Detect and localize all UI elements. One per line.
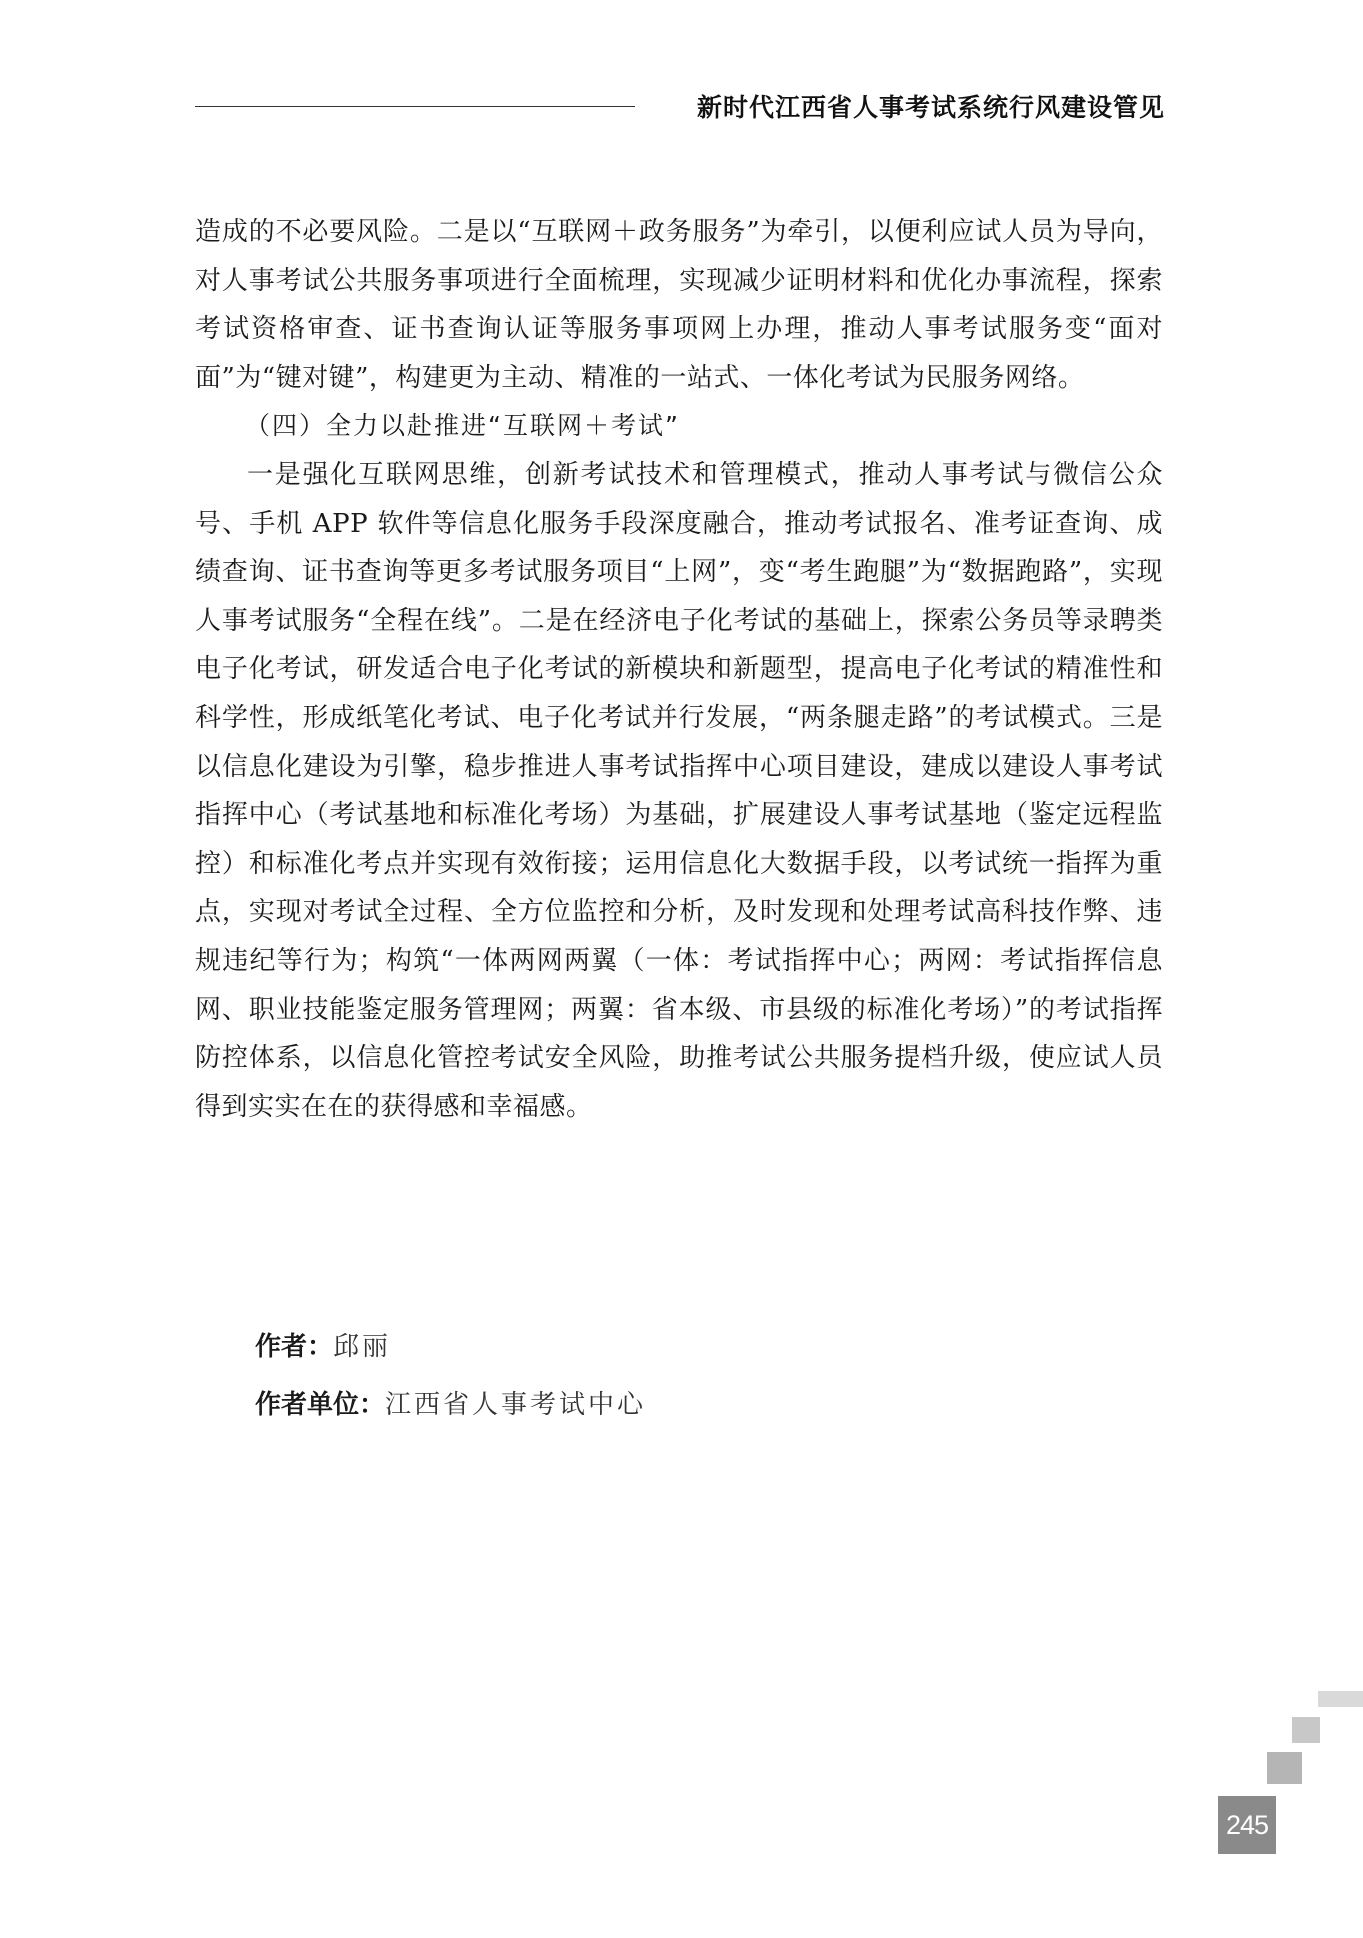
- deco-square-top: [1318, 1691, 1363, 1707]
- deco-square-mid: [1292, 1717, 1320, 1743]
- author-unit-label: 作者单位：: [255, 1390, 386, 1420]
- paragraph-section: 一是强化互联网思维，创新考试技术和管理模式，推动人事考试与微信公众号、手机 APP 软件等信息化服务手段深度融合，推动考试报名、准考证查询、成绩查询、证书查询等更多考试服务项目“上网”，变“考生跑腿”为“数据跑路”，实现人事考试服务“全程在线”。二是在经济电子化考试的基础上，探索公务员等录聘类电子化考试，研发适合电子化考试的新模块和新题型，提高电子化考试的精准性和科学性，形成纸笔化考试、电子化考试并行发展，“两条腿走路”的考试模式。三是以信息化建设为引擎，稳步推进人事考试指挥中心项目建设，建成以建设人事考试指挥中心（考试基地和标准化考场）为基础，扩展建设人事考试基地（鉴定远程监控）和标准化考点并实现有效衔接；运用信息化大数据手段，以考试统一指挥为重点，实现对考试全过程、全方位监控和分析，及时发现和处理考试高科技作弊、违规违纪等行为；构筑“一体两网两翼（一体：考试指挥中心；两网：考试指挥信息网、职业技能鉴定服务管理网；两翼：省本级、市县级的标准化考场）”的考试指挥防控体系，以信息化管控考试安全风险，助推考试公共服务提档升级，使应试人员得到实实在在的获得感和幸福感。: [195, 459, 1163, 1122]
- article-body: [195, 208, 1163, 1131]
- author-line: [255, 1318, 646, 1376]
- header-title: 新时代江西省人事考试系统行风建设管见: [696, 93, 1165, 122]
- section-heading: （四）全力以赴推进“互联网＋考试”: [245, 411, 680, 441]
- author-block: [255, 1318, 646, 1434]
- paragraph-continued: 造成的不必要风险。二是以“互联网＋政务服务”为牵引，以便利应试人员为导向，对人事考试公共服务事项进行全面梳理，实现减少证明材料和优化办事流程，探索考试资格审查、证书查询认证等服务事项网上办理，推动人事考试服务变“面对面”为“键对键”，构建更为主动、精准的一站式、一体化考试为民服务网络。: [195, 217, 1163, 393]
- page-number: 245: [1218, 1796, 1276, 1854]
- running-header: [195, 88, 1165, 128]
- deco-square-low: [1267, 1752, 1302, 1784]
- author-unit-line: [255, 1376, 646, 1434]
- author-unit-name: 江西省人事考试中心: [385, 1390, 647, 1420]
- header-rule: [195, 106, 635, 107]
- author-label: 作者：: [255, 1332, 334, 1362]
- author-name: 邱丽: [333, 1332, 392, 1362]
